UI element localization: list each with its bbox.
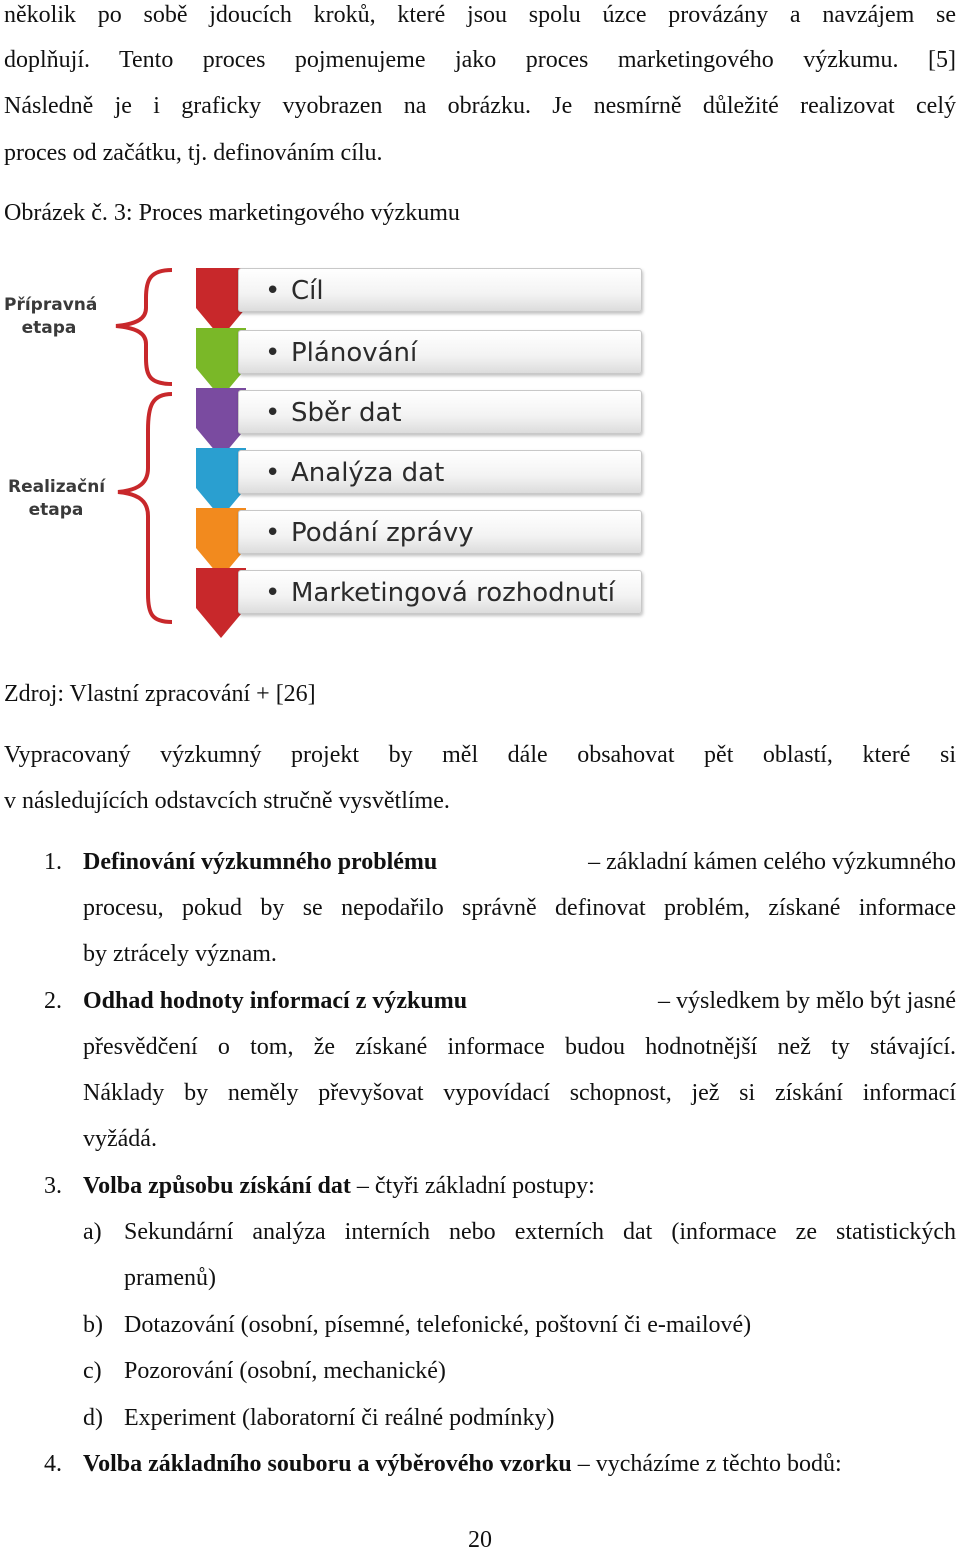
list-item-text: procesu, pokud by se nepodařilo správně definovat problém, získané informace [83, 895, 956, 921]
figure-source: Zdroj: Vlastní zpracování + [26] [4, 681, 316, 707]
list-number: 4. [44, 1451, 62, 1477]
subitem-text: Experiment (laboratorní či reálné podmínky) [124, 1405, 555, 1431]
step-label: • Cíl [291, 276, 324, 306]
list-item-title-line [83, 986, 956, 1016]
step-label: • Sběr dat [291, 398, 402, 428]
list-item-title: Definování výzkumného problému [83, 849, 438, 875]
list-number: 1. [44, 849, 62, 875]
list-item-text: vyžádá. [83, 1126, 157, 1152]
subitem-text: pramenů) [124, 1265, 216, 1291]
step-label: • Marketingová rozhodnutí [291, 578, 615, 608]
step-analyza-dat [238, 450, 642, 494]
list-item-text: – základní kámen celého výzkumného [588, 849, 956, 875]
list-number: 2. [44, 988, 62, 1014]
brace-realization [118, 394, 172, 622]
list-item-title: Odhad hodnoty informací z výzkumu [83, 988, 468, 1014]
step-label: • Plánování [291, 338, 417, 368]
step-sber-dat [238, 390, 642, 434]
subitem-letter: a) [83, 1219, 102, 1245]
subitem-text: Pozorování (osobní, mechanické) [124, 1358, 446, 1384]
stage-label-realization: Realizační etapa [8, 477, 106, 520]
subitem-text: Sekundární analýza interních nebo externích dat (informace ze statistických [124, 1219, 956, 1245]
step-marketingova-rozhodnuti [238, 570, 642, 614]
list-number: 3. [44, 1173, 62, 1199]
paragraph-line: Vypracovaný výzkumný projekt by měl dále obsahovat pět oblastí, které si [4, 742, 956, 768]
subitem-letter: b) [83, 1312, 103, 1338]
list-item-text: – výsledkem by mělo být jasné [658, 988, 956, 1014]
step-planovani [238, 330, 642, 374]
step-label: • Analýza dat [291, 458, 444, 488]
subitem-letter: d) [83, 1405, 103, 1431]
step-label: • Podání zprávy [291, 518, 474, 548]
step-cil [238, 268, 642, 312]
paragraph-line: několik po sobě jdoucích kroků, které jsou spolu úzce provázány a navzájem se [4, 2, 956, 28]
list-item-title-line [83, 1171, 595, 1201]
paragraph-line: v následujících odstavcích stručně vysvětlíme. [4, 788, 450, 814]
list-item-title: Volba způsobu získání dat [83, 1173, 351, 1199]
list-item-text: Náklady by neměly převyšovat vypovídací schopnost, jež si získání informací [83, 1080, 956, 1106]
paragraph-line: Následně je i graficky vyobrazen na obrázku. Je nesmírně důležité realizovat celý [4, 93, 956, 119]
list-item-text: – čtyři základní postupy: [356, 1173, 595, 1199]
subitem-text: Dotazování (osobní, písemné, telefonické, poštovní či e-mailové) [124, 1312, 752, 1338]
figure-caption: Obrázek č. 3: Proces marketingového výzkumu [4, 200, 460, 226]
subitem-letter: c) [83, 1358, 102, 1384]
list-item-text: přesvědčení o tom, že získané informace budou hodnotnější než ty stávající. [83, 1034, 956, 1060]
paragraph-line: proces od začátku, tj. definováním cílu. [4, 140, 383, 166]
list-item-title-line [83, 847, 956, 877]
list-item-text: by ztrácely význam. [83, 941, 277, 967]
paragraph-line: doplňují. Tento proces pojmenujeme jako proces marketingového výzkumu. [5] [4, 47, 956, 73]
process-diagram [0, 258, 660, 650]
step-podani-zpravy [238, 510, 642, 554]
stage-label-preparation: Přípravná etapa [4, 295, 98, 338]
list-item-title-line [83, 1449, 842, 1479]
list-item-text: – vycházíme z těchto bodů: [577, 1451, 842, 1477]
list-item-title: Volba základního souboru a výběrového vzorku [83, 1451, 572, 1477]
brace-preparation [116, 270, 172, 384]
page-number: 20 [468, 1527, 492, 1553]
